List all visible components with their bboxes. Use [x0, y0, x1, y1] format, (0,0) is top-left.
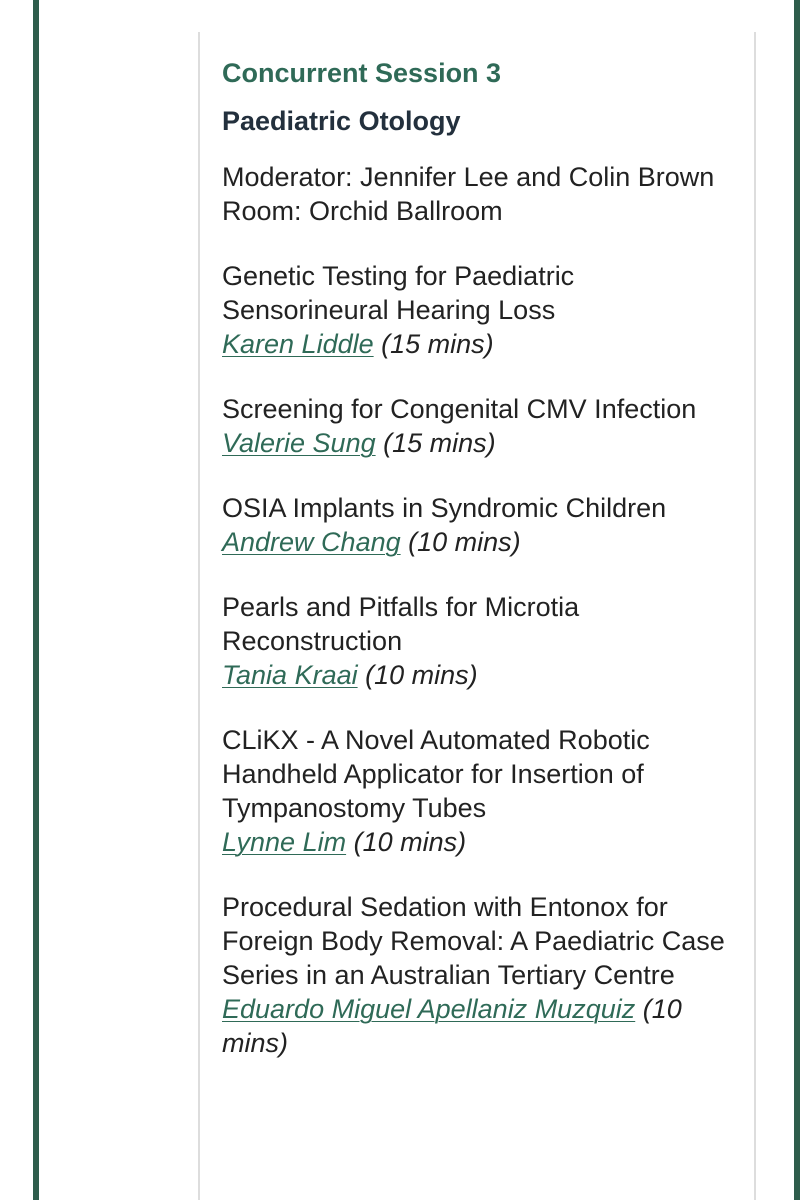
frame-border-left [33, 0, 39, 1200]
talk-duration: (10 mins) [408, 527, 521, 557]
talk-duration: (15 mins) [383, 428, 496, 458]
room-text: Room: Orchid Ballroom [222, 196, 503, 226]
talk-duration: (10 mins) [365, 660, 478, 690]
talk-duration: (10 mins) [353, 827, 467, 857]
talk-item [222, 491, 732, 559]
talk-duration: (15 mins) [381, 329, 494, 359]
session-subtitle: Paediatric Otology [222, 106, 461, 136]
talk-title: CLiKX - A Novel Automated Robotic Handheld Applicator for Insertion of Tympanostomy Tubes [222, 725, 650, 823]
talk-title: Screening for Congenital CMV Infection [222, 394, 697, 424]
speaker-link[interactable]: Lynne Lim [222, 827, 347, 857]
talk-item [222, 590, 732, 692]
talk-title: OSIA Implants in Syndromic Children [222, 493, 667, 523]
talk-title: Procedural Sedation with Entonox for Foreign Body Removal: A Paediatric Case Series in an Australian Tertiary Centre [222, 892, 725, 990]
session-title: Concurrent Session 3 [222, 58, 502, 88]
session-meta [222, 160, 732, 228]
speaker-link[interactable]: Tania Kraai [222, 660, 358, 690]
session-panel [222, 54, 732, 1060]
speaker-link[interactable]: Karen Liddle [222, 329, 374, 359]
frame-border-right [794, 0, 800, 1200]
speaker-link[interactable]: Valerie Sung [222, 428, 376, 458]
moderator-text: Moderator: Jennifer Lee and Colin Brown [222, 162, 715, 192]
talk-item [222, 259, 732, 361]
speaker-link[interactable]: Eduardo Miguel Apellaniz Muzquiz [222, 994, 636, 1024]
talk-duration: (10 mins) [222, 994, 682, 1058]
column-divider-left [198, 32, 200, 1200]
talk-item [222, 890, 732, 1060]
talk-title: Pearls and Pitfalls for Microtia Reconstruction [222, 592, 580, 656]
talk-item [222, 723, 732, 859]
column-divider-right [754, 32, 756, 1200]
speaker-link[interactable]: Andrew Chang [222, 527, 401, 557]
talk-title: Genetic Testing for Paediatric Sensorineural Hearing Loss [222, 261, 575, 325]
talk-item [222, 392, 732, 460]
